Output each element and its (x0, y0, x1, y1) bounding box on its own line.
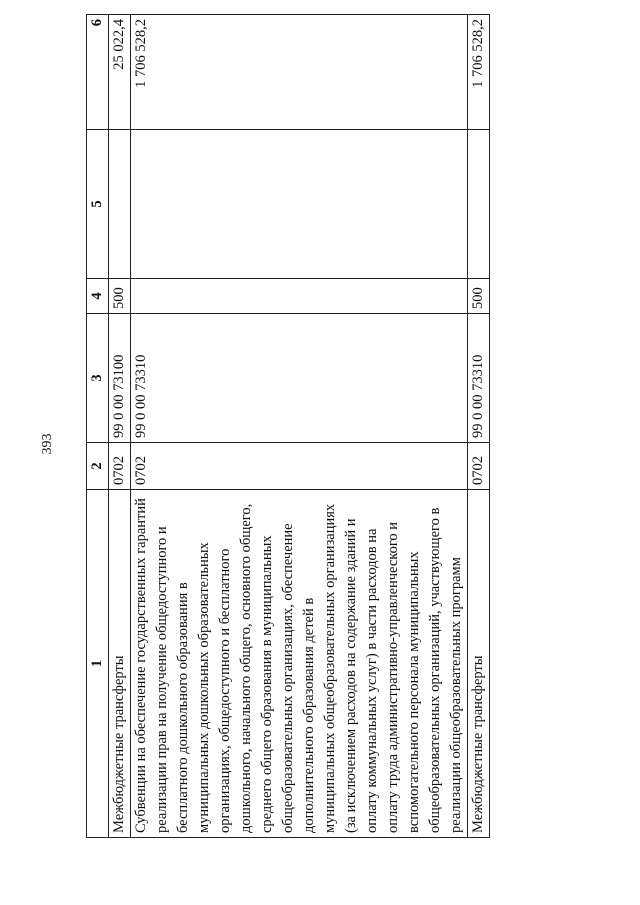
row-col-5 (131, 130, 468, 279)
row-name: Межбюджетные трансферты (109, 490, 131, 838)
rotated-table-container (86, 19, 486, 838)
header-col-6: 6 (87, 15, 109, 130)
row-expense-type (131, 279, 468, 314)
header-col-5: 5 (87, 130, 109, 279)
row-section-code: 0702 (131, 443, 468, 490)
row-expense-type: 500 (109, 279, 131, 314)
row-col-5 (109, 130, 131, 279)
row-target-code: 99 0 00 73100 (109, 314, 131, 443)
header-col-1: 1 (87, 490, 109, 838)
row-section-code: 0702 (468, 443, 490, 490)
header-col-2: 2 (87, 443, 109, 490)
page-number: 393 (40, 433, 55, 455)
table-row (468, 15, 490, 838)
row-amount: 1 706 528,2 (468, 15, 490, 130)
row-target-code: 99 0 00 73310 (468, 314, 490, 443)
row-section-code: 0702 (109, 443, 131, 490)
row-col-5 (468, 130, 490, 279)
table-row (131, 15, 468, 838)
row-target-code: 99 0 00 73310 (131, 314, 468, 443)
row-expense-type: 500 (468, 279, 490, 314)
header-col-4: 4 (87, 279, 109, 314)
budget-table (86, 14, 490, 838)
row-name: Субвенции на обеспечение государственных гарантий реализации прав на получение общедоступного и бесплатного дошкольного образования в муниципальных дошкольных образовательных организациях, общедоступного и бесплатного дошкольного, начального общего, основного общего, среднего общего образования в муниципальных общеобразовательных организациях, обеспечение дополнительного образования детей в муниципальных общеобразовательных организациях (за исключением расходов на содержание зданий и оплату коммунальных услуг) в части расходов на оплату труда административно-управленческого и вспомогательного персонала муниципальных общеобразовательных организаций, участвующего в реализации общеобразовательных программ (131, 490, 468, 838)
row-name: Межбюджетные трансферты (468, 490, 490, 838)
row-amount: 1 706 528,2 (131, 15, 468, 130)
header-row (87, 15, 109, 838)
header-col-3: 3 (87, 314, 109, 443)
row-amount: 25 022,4 (109, 15, 131, 130)
table-row (109, 15, 131, 838)
